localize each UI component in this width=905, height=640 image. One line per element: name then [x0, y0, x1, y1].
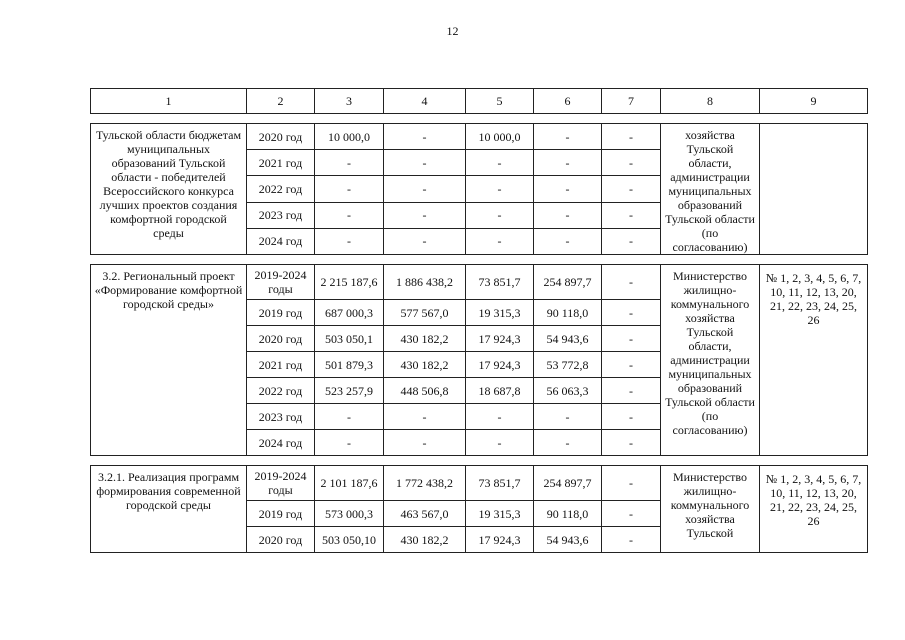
amount-cell-c5: 19 315,3: [466, 501, 534, 527]
amount-cell-c4: 430 182,2: [384, 352, 466, 378]
header-cell: 9: [760, 89, 868, 114]
amount-cell-c4: -: [384, 430, 466, 456]
amount-cell-c4: 1 772 438,2: [384, 466, 466, 501]
amount-cell-c6: 90 118,0: [534, 300, 602, 326]
amount-cell-c7: -: [602, 150, 661, 176]
header-cell: 1: [91, 89, 247, 114]
amount-cell-c6: -: [534, 202, 602, 228]
section-gap: [91, 456, 868, 466]
amount-cell-c4: 463 567,0: [384, 501, 466, 527]
amount-cell-c4: 430 182,2: [384, 527, 466, 553]
amount-cell-c3: 503 050,1: [315, 326, 384, 352]
amount-cell-c7: -: [602, 466, 661, 501]
period-cell: 2024 год: [247, 430, 315, 456]
amount-cell-c3: 573 000,3: [315, 501, 384, 527]
period-cell: 2019 год: [247, 300, 315, 326]
amount-cell-c5: -: [466, 202, 534, 228]
amount-cell-c4: -: [384, 228, 466, 254]
amount-cell-c5: -: [466, 404, 534, 430]
amount-cell-c5: 17 924,3: [466, 527, 534, 553]
amount-cell-c7: -: [602, 202, 661, 228]
amount-cell-c6: 90 118,0: [534, 501, 602, 527]
amount-cell-c3: -: [315, 176, 384, 202]
amount-cell-c5: 17 924,3: [466, 326, 534, 352]
amount-cell-c7: -: [602, 228, 661, 254]
indicators-cell: [760, 124, 868, 255]
section-gap-cell: [91, 456, 868, 466]
amount-cell-c3: 2 101 187,6: [315, 466, 384, 501]
amount-cell-c3: -: [315, 150, 384, 176]
amount-cell-c6: 54 943,6: [534, 326, 602, 352]
amount-cell-c7: -: [602, 527, 661, 553]
amount-cell-c4: -: [384, 124, 466, 150]
event-name-cell: Тульской области бюджетам муниципальных образований Тульской области - победителей Всероссийского конкурса лучших проектов создания комфортной городской среды: [91, 124, 247, 255]
period-cell: 2019 год: [247, 501, 315, 527]
amount-cell-c3: -: [315, 202, 384, 228]
page-number: 12: [446, 24, 459, 38]
table-row: [91, 265, 868, 300]
amount-cell-c7: -: [602, 326, 661, 352]
header-cell: 3: [315, 89, 384, 114]
amount-cell-c7: -: [602, 352, 661, 378]
period-cell: 2021 год: [247, 150, 315, 176]
period-cell: 2021 год: [247, 352, 315, 378]
amount-cell-c4: -: [384, 176, 466, 202]
amount-cell-c3: 501 879,3: [315, 352, 384, 378]
amount-cell-c5: -: [466, 176, 534, 202]
period-cell: 2019-2024 годы: [247, 466, 315, 501]
executor-cell: Министерство жилищно-коммунального хозяйства Тульской: [661, 466, 760, 553]
amount-cell-c7: -: [602, 378, 661, 404]
period-cell: 2020 год: [247, 527, 315, 553]
event-name-cell: 3.2.1. Реализация программ формирования современной городской среды: [91, 466, 247, 553]
amount-cell-c6: 53 772,8: [534, 352, 602, 378]
amount-cell-c3: -: [315, 404, 384, 430]
amount-cell-c4: -: [384, 150, 466, 176]
amount-cell-c7: -: [602, 430, 661, 456]
amount-cell-c3: -: [315, 228, 384, 254]
budget-table: [90, 88, 868, 553]
amount-cell-c5: -: [466, 150, 534, 176]
amount-cell-c4: -: [384, 202, 466, 228]
amount-cell-c4: 577 567,0: [384, 300, 466, 326]
amount-cell-c6: -: [534, 228, 602, 254]
header-cell: 7: [602, 89, 661, 114]
section-gap-cell: [91, 255, 868, 265]
period-cell: 2022 год: [247, 378, 315, 404]
amount-cell-c6: 254 897,7: [534, 466, 602, 501]
amount-cell-c6: -: [534, 430, 602, 456]
amount-cell-c6: 56 063,3: [534, 378, 602, 404]
period-cell: 2023 год: [247, 202, 315, 228]
header-cell: 8: [661, 89, 760, 114]
amount-cell-c5: 19 315,3: [466, 300, 534, 326]
period-cell: 2023 год: [247, 404, 315, 430]
table-row: [91, 124, 868, 150]
header-cell: 2: [247, 89, 315, 114]
amount-cell-c4: 430 182,2: [384, 326, 466, 352]
executor-cell: Министерство жилищно-коммунального хозяйства Тульской области, администрации муниципальных образований Тульской области (по согласованию): [661, 265, 760, 456]
period-cell: 2019-2024 годы: [247, 265, 315, 300]
amount-cell-c5: 18 687,8: [466, 378, 534, 404]
section-gap: [91, 255, 868, 265]
amount-cell-c6: 254 897,7: [534, 265, 602, 300]
amount-cell-c4: 1 886 438,2: [384, 265, 466, 300]
header-cell: 5: [466, 89, 534, 114]
period-cell: 2020 год: [247, 124, 315, 150]
amount-cell-c3: 10 000,0: [315, 124, 384, 150]
amount-cell-c6: -: [534, 176, 602, 202]
indicators-cell: № 1, 2, 3, 4, 5, 6, 7, 10, 11, 12, 13, 20, 21, 22, 23, 24, 25, 26: [760, 265, 868, 456]
amount-cell-c3: 687 000,3: [315, 300, 384, 326]
period-cell: 2022 год: [247, 176, 315, 202]
amount-cell-c5: -: [466, 430, 534, 456]
amount-cell-c6: 54 943,6: [534, 527, 602, 553]
amount-cell-c3: 523 257,9: [315, 378, 384, 404]
event-name-cell: 3.2. Региональный проект «Формирование комфортной городской среды»: [91, 265, 247, 456]
amount-cell-c6: -: [534, 150, 602, 176]
period-cell: 2020 год: [247, 326, 315, 352]
amount-cell-c3: 503 050,10: [315, 527, 384, 553]
executor-cell: хозяйства Тульской области, администрации муниципальных образований Тульской области (по согласованию): [661, 124, 760, 255]
amount-cell-c3: 2 215 187,6: [315, 265, 384, 300]
header-cell: 4: [384, 89, 466, 114]
period-cell: 2024 год: [247, 228, 315, 254]
amount-cell-c4: -: [384, 404, 466, 430]
amount-cell-c5: 17 924,3: [466, 352, 534, 378]
amount-cell-c5: -: [466, 228, 534, 254]
amount-cell-c5: 73 851,7: [466, 466, 534, 501]
indicators-cell: № 1, 2, 3, 4, 5, 6, 7, 10, 11, 12, 13, 20, 21, 22, 23, 24, 25, 26: [760, 466, 868, 553]
amount-cell-c7: -: [602, 176, 661, 202]
amount-cell-c7: -: [602, 404, 661, 430]
amount-cell-c7: -: [602, 300, 661, 326]
section-gap-cell: [91, 114, 868, 124]
table-row: [91, 466, 868, 501]
amount-cell-c6: -: [534, 404, 602, 430]
amount-cell-c4: 448 506,8: [384, 378, 466, 404]
amount-cell-c7: -: [602, 124, 661, 150]
header-row: [91, 89, 868, 114]
amount-cell-c7: -: [602, 501, 661, 527]
amount-cell-c6: -: [534, 124, 602, 150]
amount-cell-c5: 73 851,7: [466, 265, 534, 300]
amount-cell-c3: -: [315, 430, 384, 456]
header-cell: 6: [534, 89, 602, 114]
amount-cell-c7: -: [602, 265, 661, 300]
section-gap: [91, 114, 868, 124]
amount-cell-c5: 10 000,0: [466, 124, 534, 150]
